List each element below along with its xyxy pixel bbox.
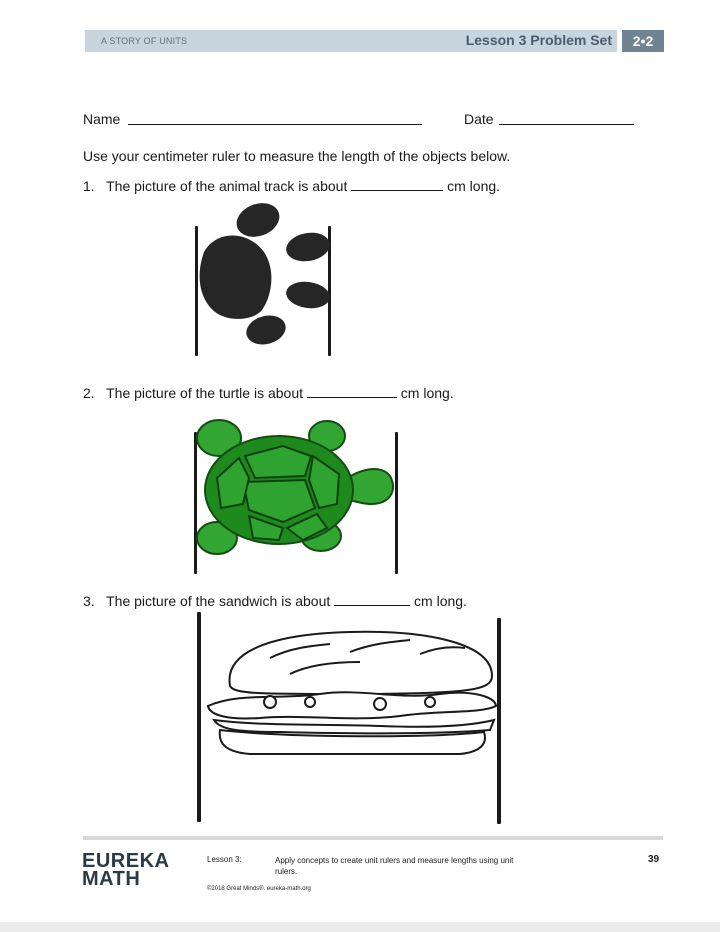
logo-line-1: EUREKA <box>82 850 170 872</box>
question-number: 3. <box>83 593 95 609</box>
question-unit: cm long. <box>400 385 454 401</box>
grade-badge: 2•2 <box>622 30 664 52</box>
question-number: 1. <box>83 178 95 194</box>
answer-blank-3[interactable] <box>334 593 410 606</box>
turtle-icon <box>193 412 397 577</box>
name-field[interactable] <box>128 124 422 125</box>
question-text: The picture of the sandwich is about <box>106 593 331 609</box>
date-field[interactable] <box>499 124 634 125</box>
logo-line-2: MATH <box>82 868 141 890</box>
question-unit: cm long. <box>447 178 501 194</box>
series-label: A STORY OF UNITS <box>101 36 188 46</box>
question-3 <box>83 593 467 609</box>
question-1 <box>83 178 500 194</box>
sandwich-icon <box>200 622 500 762</box>
footer-lesson-description <box>275 855 565 877</box>
lesson-desc-line-1: Apply concepts to create unit rulers and measure lengths using unit <box>275 856 514 865</box>
paw-print-icon <box>196 200 332 350</box>
page-number: 39 <box>648 854 660 865</box>
question-2 <box>83 385 454 401</box>
copyright: ©2018 Great Minds®. eureka-math.org <box>207 886 311 892</box>
footer-rule <box>83 836 663 840</box>
answer-blank-2[interactable] <box>307 385 397 398</box>
page-title: Lesson 3 Problem Set <box>465 32 612 48</box>
bottom-strip <box>0 922 720 932</box>
footer-lesson-label: Lesson 3: <box>207 855 242 864</box>
question-text: The picture of the turtle is about <box>106 385 303 401</box>
date-label: Date <box>464 111 494 127</box>
question-unit: cm long. <box>414 593 467 609</box>
name-label: Name <box>83 111 121 127</box>
eureka-math-logo <box>82 852 169 888</box>
question-number: 2. <box>83 385 95 401</box>
question-text: The picture of the animal track is about <box>106 178 348 194</box>
lesson-desc-line-2: rulers. <box>275 867 298 876</box>
instructions: Use your centimeter ruler to measure the length of the objects below. <box>83 148 511 164</box>
answer-blank-1[interactable] <box>351 178 443 191</box>
